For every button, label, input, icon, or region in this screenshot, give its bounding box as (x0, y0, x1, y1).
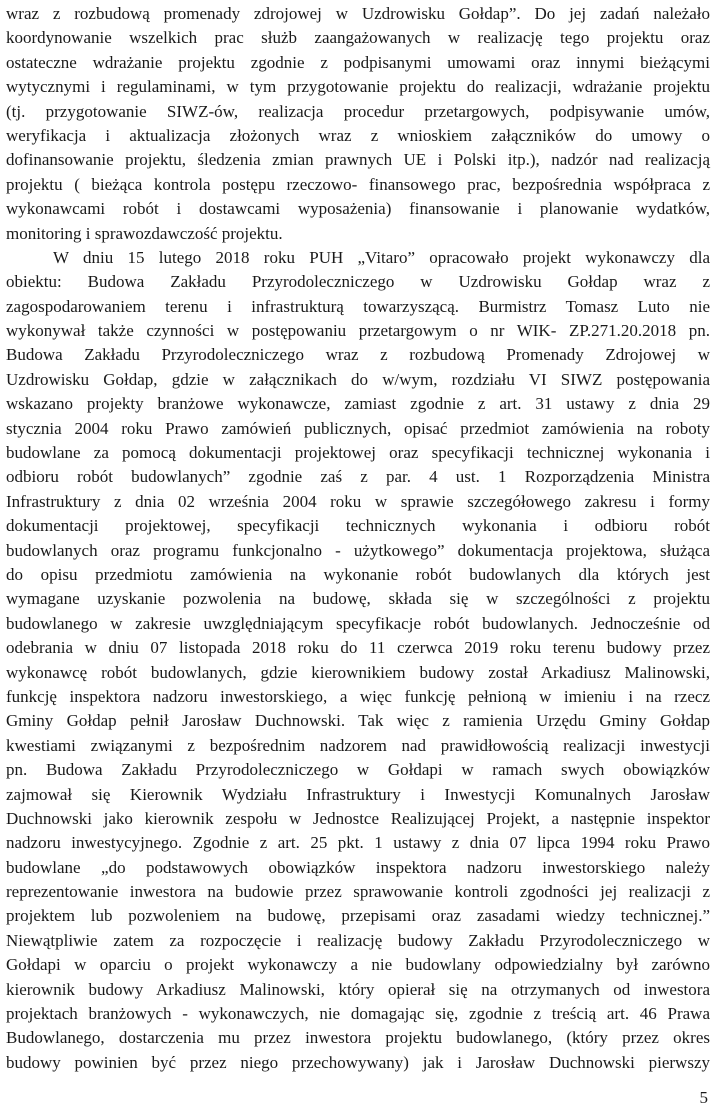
text-line: zajmował się Kierownik Wydziału Infrastruktury i Inwestycji Komunalnych Jarosław (6, 784, 710, 804)
text-line: wykonywał także czynności w postępowaniu przetargowym o nr WIK- ZP.271.20.2018 pn. (6, 321, 710, 341)
text-line: pn. Budowa Zakładu Przyrodoleczniczego w Gołdapi w ramach swych obowiązków (6, 760, 710, 780)
text-line: Niewątpliwie zatem za rozpoczęcie i realizację budowy Zakładu Przyrodoleczniczego w (6, 930, 710, 950)
text-line: wykonawcami robót i dostawcami wyposażenia) finansowanie i planowanie wydatków, (6, 199, 710, 219)
text-line: odebrania w dniu 07 listopada 2018 roku do 11 czerwca 2019 roku terenu budowy przez (6, 638, 710, 658)
page-number: 5 (699, 1088, 708, 1107)
text-line: W dniu 15 lutego 2018 roku PUH „Vitaro” opracowało projekt wykonawczy dla (53, 247, 710, 267)
text-line: nadzoru inwestycyjnego. Zgodnie z art. 25 pkt. 1 ustawy z dnia 07 lipca 1994 roku Prawo (6, 833, 710, 853)
text-line: budowlanego w zakresie uwzględniającym specyfikacje robót budowlanych. Jednocześnie od (6, 613, 710, 633)
document-body (6, 2, 710, 1075)
text-line: funkcję inspektora nadzoru inwestorskiego, a więc funkcję pełnioną w imieniu i na rzecz (6, 686, 710, 706)
text-line: dokumentacji projektowej, specyfikacji technicznych wykonania i odbioru robót (6, 516, 710, 536)
text-line: Gminy Gołdap pełnił Jarosław Duchnowski. Tak więc z ramienia Urzędu Gminy Gołdap (6, 711, 710, 731)
text-line: do opisu przedmiotu zamówienia na wykonanie robót budowlanych dla których jest (6, 564, 710, 584)
text-line: projektem lub pozwoleniem na budowę, przepisami oraz zasadami wiedzy technicznej.” (6, 906, 710, 926)
text-line: (tj. przygotowanie SIWZ-ów, realizacja procedur przetargowych, podpisywanie umów, (6, 101, 710, 121)
text-line: zagospodarowaniem terenu i infrastrukturą towarzyszącą. Burmistrz Tomasz Luto nie (6, 296, 710, 316)
text-line: budowlanych oraz programu funkcjonalno - użytkowego” dokumentacja projektowa, służąca (6, 540, 710, 560)
text-line: wskazano projekty branżowe wykonawcze, zamiast zgodnie z art. 31 ustawy z dnia 29 (6, 394, 710, 414)
text-line: stycznia 2004 roku Prawo zamówień publicznych, opisać przedmiot zamówienia na roboty (6, 418, 710, 438)
text-line: monitoring i sprawozdawczość projektu. (6, 223, 283, 243)
text-line: wymagane uzyskanie pozwolenia na budowę, składa się w szczególności z projektu (6, 589, 710, 609)
text-line: kierownik budowy Arkadiusz Malinowski, który opierał się na otrzymanych od inwestora (6, 979, 710, 999)
text-line: kwestiami związanymi z bezpośrednim nadzorem nad prawidłowością realizacji inwestycji (6, 735, 710, 755)
text-line: Duchnowski jako kierownik zespołu w Jednostce Realizującej Projekt, a następnie inspektor (6, 808, 710, 828)
text-line: Infrastruktury z dnia 02 września 2004 roku w sprawie szczegółowego zakresu i formy (6, 491, 710, 511)
text-line: Budowlanego, dostarczenia mu przez inwestora projektu budowlanego, (który przez okres (6, 1028, 710, 1048)
text-line: budowlane za pomocą dokumentacji projektowej oraz specyfikacji technicznej wykonania i (6, 443, 710, 463)
text-line: Budowa Zakładu Przyrodoleczniczego wraz z rozbudową Promenady Zdrojowej w (6, 345, 710, 365)
text-line: Gołdapi w oparciu o projekt wykonawczy a nie budowlany odpowiedzialny był zarówno (6, 955, 710, 975)
text-line: obiektu: Budowa Zakładu Przyrodoleczniczego w Uzdrowisku Gołdap wraz z (6, 272, 710, 292)
text-line: budowy powinien być przez niego przechowywany) jak i Jarosław Duchnowski pierwszy (6, 1052, 710, 1072)
text-line: Uzdrowisku Gołdap, gdzie w załącznikach do w/wym, rozdziału VI SIWZ postępowania (6, 369, 710, 389)
text-line: wytycznymi i regulaminami, w tym przygotowanie projektu do realizacji, wdrażanie projektu (6, 77, 710, 97)
text-line: wykonawcę robót budowlanych, gdzie kierownikiem budowy został Arkadiusz Malinowski, (6, 662, 710, 682)
text-line: reprezentowanie inwestora na budowie przez sprawowanie kontroli zgodności jej realizacji z (6, 882, 710, 902)
text-line: odbioru robót budowlanych” zgodnie zaś z par. 4 ust. 1 Rozporządzenia Ministra (6, 467, 710, 487)
text-line: wraz z rozbudową promenady zdrojowej w Uzdrowisku Gołdap”. Do jej zadań należało (6, 4, 710, 23)
text-line: dofinansowanie projektu, śledzenia zmian prawnych UE i Polski itp.), nadzór nad realizacją (6, 150, 710, 170)
text-line: koordynowanie wszelkich prac służb zaangażowanych w realizację tego projektu oraz (6, 28, 710, 48)
text-line: ostateczne wdrażanie projektu zgodnie z podpisanymi umowami oraz innymi bieżącymi (6, 52, 710, 72)
text-line: budowlane „do podstawowych obowiązków inspektora nadzoru inwestorskiego należy (6, 857, 710, 877)
text-line: projektach branżowych - wykonawczych, nie domagając się, zgodnie z treścią art. 46 Prawa (6, 1004, 710, 1024)
text-line: weryfikacja i aktualizacja złożonych wraz z wnioskiem załączników do umowy o (6, 125, 710, 145)
text-line: projektu ( bieżąca kontrola postępu rzeczowo- finansowego prac, bezpośrednia współpraca z (6, 174, 710, 194)
